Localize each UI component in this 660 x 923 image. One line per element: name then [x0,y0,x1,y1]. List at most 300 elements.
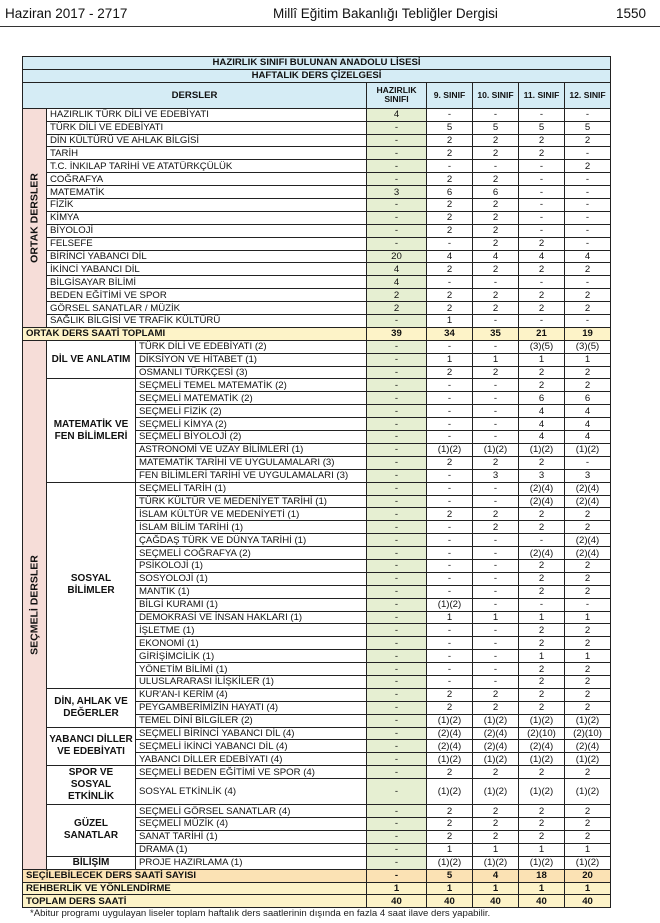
hour-cell: 4 [367,263,427,276]
lesson-name: DİN KÜLTÜRÜ VE AHLAK BİLGİSİ [47,134,367,147]
hour-cell: - [519,108,565,121]
hour-cell: - [367,315,427,328]
hour-cell: 5 [565,121,611,134]
hour-cell: - [427,392,473,405]
hour-cell: 2 [519,508,565,521]
lesson-name: SOSYAL ETKİNLİK (4) [136,779,367,805]
weekly-schedule-table [22,56,611,908]
hour-cell: 4 [519,405,565,418]
hour-cell: 4 [565,418,611,431]
hour-cell: (2)(10) [519,727,565,740]
hour-cell: 2 [427,211,473,224]
hour-cell: - [427,637,473,650]
hour-cell: 2 [565,289,611,302]
hour-cell: 5 [473,121,519,134]
hour-cell: 2 [473,224,519,237]
hour-cell: 2 [473,688,519,701]
hour-cell: - [367,740,427,753]
hour-cell: - [519,173,565,186]
hour-cell: - [367,160,427,173]
hour-cell: (2)(4) [565,740,611,753]
hour-cell: - [367,714,427,727]
page-header [0,0,660,27]
hour-cell: 4 [519,418,565,431]
hour-cell: - [367,830,427,843]
hour-cell: 2 [565,637,611,650]
hour-cell: - [367,224,427,237]
hour-cell: 3 [367,186,427,199]
hour-cell: - [565,147,611,160]
hour-cell: - [473,675,519,688]
hour-cell: - [565,276,611,289]
hour-cell: - [473,585,519,598]
hour-cell: - [367,495,427,508]
grade-10-header: 10. SINIF [473,82,519,108]
hour-cell: 2 [519,559,565,572]
page-number: 1550 [615,6,646,21]
hour-cell: - [565,186,611,199]
total-cell: 40 [427,895,473,908]
hour-cell: - [519,160,565,173]
hour-cell: 2 [565,160,611,173]
hour-cell: - [427,534,473,547]
hour-cell: - [473,482,519,495]
hour-cell: 2 [519,817,565,830]
prep-class-header: HAZIRLIK SINIFI [367,82,427,108]
lesson-name: YÖNETİM BİLİMİ (1) [136,663,367,676]
hour-cell: 2 [565,302,611,315]
lesson-name: MANTIK (1) [136,585,367,598]
footnote: *Abitur programı uygulayan liseler toplam haftalık ders saatlerinin dışında en fazla 4 saat ilave ders yapabilir. [30,908,491,919]
hour-cell: 4 [473,250,519,263]
hour-cell: - [367,443,427,456]
hour-cell: 2 [367,302,427,315]
hour-cell: - [367,675,427,688]
hour-cell: - [367,637,427,650]
hour-cell: - [367,547,427,560]
lesson-name: T.C. İNKILAP TARİHİ VE ATATÜRKÇÜLÜK [47,160,367,173]
hour-cell: 3 [519,469,565,482]
hour-cell: 2 [519,379,565,392]
subgroup-label: BİLİŞİM [47,856,136,869]
lesson-name: KİMYA [47,211,367,224]
hour-cell: 2 [565,366,611,379]
hour-cell: 1 [473,843,519,856]
hour-cell: 2 [427,456,473,469]
lesson-name: SEÇMELİ BİRİNCİ YABANCI DİL (4) [136,727,367,740]
hour-cell: 2 [427,688,473,701]
table-row [23,289,611,302]
hour-cell: 2 [519,572,565,585]
hour-cell: 1 [427,843,473,856]
hour-cell: 2 [473,237,519,250]
hour-cell: (1)(2) [473,753,519,766]
hour-cell: - [473,379,519,392]
table-row [23,482,611,495]
hour-cell: 2 [427,805,473,818]
hour-cell: (2)(4) [473,740,519,753]
hour-cell: - [367,431,427,444]
hour-cell: 1 [565,353,611,366]
hour-cell: - [427,418,473,431]
hour-cell: 2 [519,637,565,650]
hour-cell: - [367,843,427,856]
hour-cell: (2)(4) [519,740,565,753]
hour-cell: (3)(5) [565,340,611,353]
hour-cell: 2 [473,805,519,818]
hour-cell: - [473,559,519,572]
subgroup-label: MATEMATİK VE FEN BİLİMLERİ [47,379,136,482]
lesson-name: SANAT TARİHİ (1) [136,830,367,843]
hour-cell: 2 [565,663,611,676]
lesson-name: DEMOKRASİ VE İNSAN HAKLARI (1) [136,611,367,624]
hour-cell: 2 [565,701,611,714]
hour-cell: - [367,727,427,740]
hour-cell: (1)(2) [427,714,473,727]
hour-cell: 2 [565,134,611,147]
hour-cell: 4 [367,276,427,289]
hour-cell: - [367,456,427,469]
hour-cell: - [367,624,427,637]
hour-cell: (2)(4) [519,482,565,495]
lesson-name: ASTRONOMİ VE UZAY BİLİMLERİ (1) [136,443,367,456]
hour-cell: (1)(2) [427,753,473,766]
total-cell: 19 [565,327,611,340]
hour-cell: - [427,572,473,585]
subgroup-label: SPOR VE SOSYAL ETKİNLİK [47,766,136,805]
lesson-name: SEÇMELİ BİYOLOJİ (2) [136,431,367,444]
hour-cell: - [565,173,611,186]
hour-cell: 2 [519,766,565,779]
hour-cell: - [367,585,427,598]
hour-cell: 2 [473,173,519,186]
lesson-name: BİLGİSAYAR BİLİMİ [47,276,367,289]
hour-cell: - [427,521,473,534]
table-row [23,302,611,315]
table-row [23,727,611,740]
hour-cell: 5 [519,121,565,134]
hour-cell: (1)(2) [473,443,519,456]
total-cell: 5 [427,869,473,882]
hour-cell: - [473,315,519,328]
hour-cell: 2 [519,366,565,379]
total-hours-row [23,895,611,908]
total-cell: 40 [473,895,519,908]
hour-cell: 2 [565,805,611,818]
table-row [23,147,611,160]
lesson-name: SEÇMELİ GÖRSEL SANATLAR (4) [136,805,367,818]
hour-cell: 4 [427,250,473,263]
hour-cell: 2 [519,134,565,147]
lesson-name: DRAMA (1) [136,843,367,856]
hour-cell: - [473,572,519,585]
lesson-name: BİYOLOJİ [47,224,367,237]
table-row [23,211,611,224]
hour-cell: - [427,405,473,418]
hour-cell: (2)(4) [565,495,611,508]
hour-cell: 2 [519,688,565,701]
hour-cell: 2 [427,508,473,521]
hour-cell: - [427,547,473,560]
hour-cell: - [427,624,473,637]
lesson-name: FİZİK [47,199,367,212]
hour-cell: (2)(4) [565,482,611,495]
hour-cell: (1)(2) [565,714,611,727]
hour-cell: 2 [427,263,473,276]
hour-cell: - [473,663,519,676]
hour-cell: 2 [565,675,611,688]
hour-cell: - [367,611,427,624]
total-cell: 20 [565,869,611,882]
lesson-name: ULUSLARARASI İLİŞKİLER (1) [136,675,367,688]
guidance-row-label: REHBERLİK VE YÖNLENDİRME [23,882,367,895]
table-row [23,856,611,869]
table-row [23,173,611,186]
hour-cell: - [473,405,519,418]
hour-cell: - [427,559,473,572]
hour-cell: 2 [565,379,611,392]
subgroup-label: DİN, AHLAK VE DEĞERLER [47,688,136,727]
hour-cell: (2)(10) [565,727,611,740]
hour-cell: - [519,315,565,328]
hour-cell: - [367,598,427,611]
hour-cell: - [427,108,473,121]
hour-cell: (3)(5) [519,340,565,353]
hour-cell: 2 [519,456,565,469]
hour-cell: - [473,276,519,289]
total-hours-row-label: TOPLAM DERS SAATİ [23,895,367,908]
lesson-name: BEDEN EĞİTİMİ VE SPOR [47,289,367,302]
hour-cell: 2 [473,263,519,276]
issue-date: Haziran 2017 - 2717 [5,6,128,21]
hour-cell: 2 [427,134,473,147]
hour-cell: 20 [367,250,427,263]
hour-cell: - [367,572,427,585]
hour-cell: 2 [519,263,565,276]
hour-cell: 3 [473,469,519,482]
hour-cell: - [367,418,427,431]
hour-cell: (2)(4) [427,740,473,753]
table-row [23,121,611,134]
total-cell: 39 [367,327,427,340]
table-row [23,766,611,779]
lessons-header: DERSLER [23,82,367,108]
hour-cell: 2 [565,624,611,637]
lesson-name: TÜRK KÜLTÜR VE MEDENİYET TARİHİ (1) [136,495,367,508]
hour-cell: 1 [519,650,565,663]
hour-cell: (1)(2) [473,714,519,727]
hour-cell: 2 [473,830,519,843]
hour-cell: - [367,688,427,701]
lesson-name: PROJE HAZIRLAMA (1) [136,856,367,869]
hour-cell: - [427,379,473,392]
hour-cell: (1)(2) [519,714,565,727]
hour-cell: - [367,663,427,676]
hour-cell: 2 [427,817,473,830]
hour-cell: 2 [565,559,611,572]
table-row [23,237,611,250]
hour-cell: - [565,224,611,237]
hour-cell: 2 [427,147,473,160]
hour-cell: - [473,624,519,637]
hour-cell: (1)(2) [519,779,565,805]
lesson-name: HAZIRLIK TÜRK DİLİ VE EDEBİYATI [47,108,367,121]
total-cell: 35 [473,327,519,340]
hour-cell: 1 [519,611,565,624]
lesson-name: DİKSİYON VE HİTABET (1) [136,353,367,366]
hour-cell: - [367,379,427,392]
hour-cell: (1)(2) [519,443,565,456]
lesson-name: SEÇMELİ BEDEN EĞİTİMİ VE SPOR (4) [136,766,367,779]
total-cell: - [367,869,427,882]
hour-cell: 2 [473,134,519,147]
secmeli-group-label [23,340,47,869]
hour-cell: 2 [519,289,565,302]
hour-cell: - [367,134,427,147]
lesson-name: MATEMATİK TARİHİ VE UYGULAMALARI (3) [136,456,367,469]
hour-cell: - [427,482,473,495]
total-cell: 34 [427,327,473,340]
lesson-name: GİRİŞİMCİLİK (1) [136,650,367,663]
hour-cell: - [473,637,519,650]
hour-cell: 2 [427,701,473,714]
table-row [23,250,611,263]
table-row [23,263,611,276]
hour-cell: - [519,186,565,199]
hour-cell: (1)(2) [565,443,611,456]
hour-cell: - [367,121,427,134]
lesson-name: SEÇMELİ TEMEL MATEMATİK (2) [136,379,367,392]
hour-cell: 2 [519,521,565,534]
hour-cell: - [367,701,427,714]
hour-cell: 2 [473,766,519,779]
table-row [23,379,611,392]
hour-cell: 1 [519,353,565,366]
hour-cell: 2 [473,817,519,830]
lesson-name: BİRİNCİ YABANCI DİL [47,250,367,263]
hour-cell: (2)(4) [519,547,565,560]
hour-cell: - [427,160,473,173]
total-cell: 1 [367,882,427,895]
hour-cell: - [473,547,519,560]
hour-cell: - [367,237,427,250]
hour-cell: 2 [519,237,565,250]
lesson-name: SEÇMELİ TARİH (1) [136,482,367,495]
hour-cell: (1)(2) [427,443,473,456]
hour-cell: 2 [519,701,565,714]
hour-cell: (1)(2) [427,598,473,611]
hour-cell: - [473,340,519,353]
hour-cell: 4 [565,431,611,444]
hour-cell: 6 [473,186,519,199]
hour-cell: 2 [473,366,519,379]
ortak-total-row [23,327,611,340]
hour-cell: 1 [565,650,611,663]
hour-cell: (2)(4) [565,547,611,560]
table-row [23,340,611,353]
lesson-name: OSMANLI TÜRKÇESİ (3) [136,366,367,379]
lesson-name: ÇAĞDAŞ TÜRK VE DÜNYA TARİHİ (1) [136,534,367,547]
lesson-name: PSİKOLOJİ (1) [136,559,367,572]
hour-cell: - [367,753,427,766]
hour-cell: 1 [427,315,473,328]
hour-cell: 2 [473,456,519,469]
hour-cell: - [565,199,611,212]
hour-cell: - [367,521,427,534]
grade-11-header: 11. SINIF [519,82,565,108]
hour-cell: - [427,650,473,663]
hour-cell: 4 [367,108,427,121]
hour-cell: - [367,199,427,212]
hour-cell: 2 [519,302,565,315]
hour-cell: 2 [565,817,611,830]
hour-cell: (1)(2) [473,779,519,805]
total-cell: 1 [473,882,519,895]
hour-cell: - [519,211,565,224]
hour-cell: 2 [519,663,565,676]
hour-cell: - [565,315,611,328]
hour-cell: 2 [519,830,565,843]
hour-cell: 2 [565,508,611,521]
table-row [23,160,611,173]
hour-cell: 6 [519,392,565,405]
lesson-name: SEÇMELİ MÜZİK (4) [136,817,367,830]
ortak-group-text: ORTAK DERSLER [28,173,40,263]
hour-cell: (1)(2) [519,856,565,869]
lesson-name: SEÇMELİ COĞRAFYA (2) [136,547,367,560]
table-row [23,108,611,121]
hour-cell: 2 [427,289,473,302]
hour-cell: - [565,237,611,250]
hour-cell: - [367,392,427,405]
hour-cell: 2 [427,199,473,212]
hour-cell: (2)(4) [427,727,473,740]
total-cell: 18 [519,869,565,882]
lesson-name: İŞLETME (1) [136,624,367,637]
table-row [23,186,611,199]
hour-cell: 2 [565,585,611,598]
hour-cell: - [367,405,427,418]
hour-cell: 2 [367,289,427,302]
hour-cell: - [519,598,565,611]
hour-cell: 2 [473,289,519,302]
hour-cell: 2 [519,624,565,637]
hour-cell: - [367,559,427,572]
hour-cell: - [367,805,427,818]
hour-cell: 4 [519,431,565,444]
hour-cell: 2 [427,766,473,779]
hour-cell: 4 [565,250,611,263]
lesson-name: TÜRK DİLİ VE EDEBİYATI [47,121,367,134]
table-row [23,276,611,289]
grade-9-header: 9. SINIF [427,82,473,108]
hour-cell: - [473,392,519,405]
ortak-group-label [23,108,47,327]
hour-cell: 2 [427,302,473,315]
hour-cell: 2 [427,366,473,379]
hour-cell: - [427,469,473,482]
selectable-hours-row-label: SEÇİLEBİLECEK DERS SAATİ SAYISI [23,869,367,882]
hour-cell: - [367,340,427,353]
hour-cell: (2)(4) [519,495,565,508]
hour-cell: - [565,598,611,611]
hour-cell: 2 [427,173,473,186]
hour-cell: - [367,817,427,830]
total-cell: 4 [473,869,519,882]
hour-cell: (1)(2) [427,856,473,869]
lesson-name: PEYGAMBERİMİZİN HAYATI (4) [136,701,367,714]
lesson-name: TEMEL DİNİ BİLGİLER (2) [136,714,367,727]
